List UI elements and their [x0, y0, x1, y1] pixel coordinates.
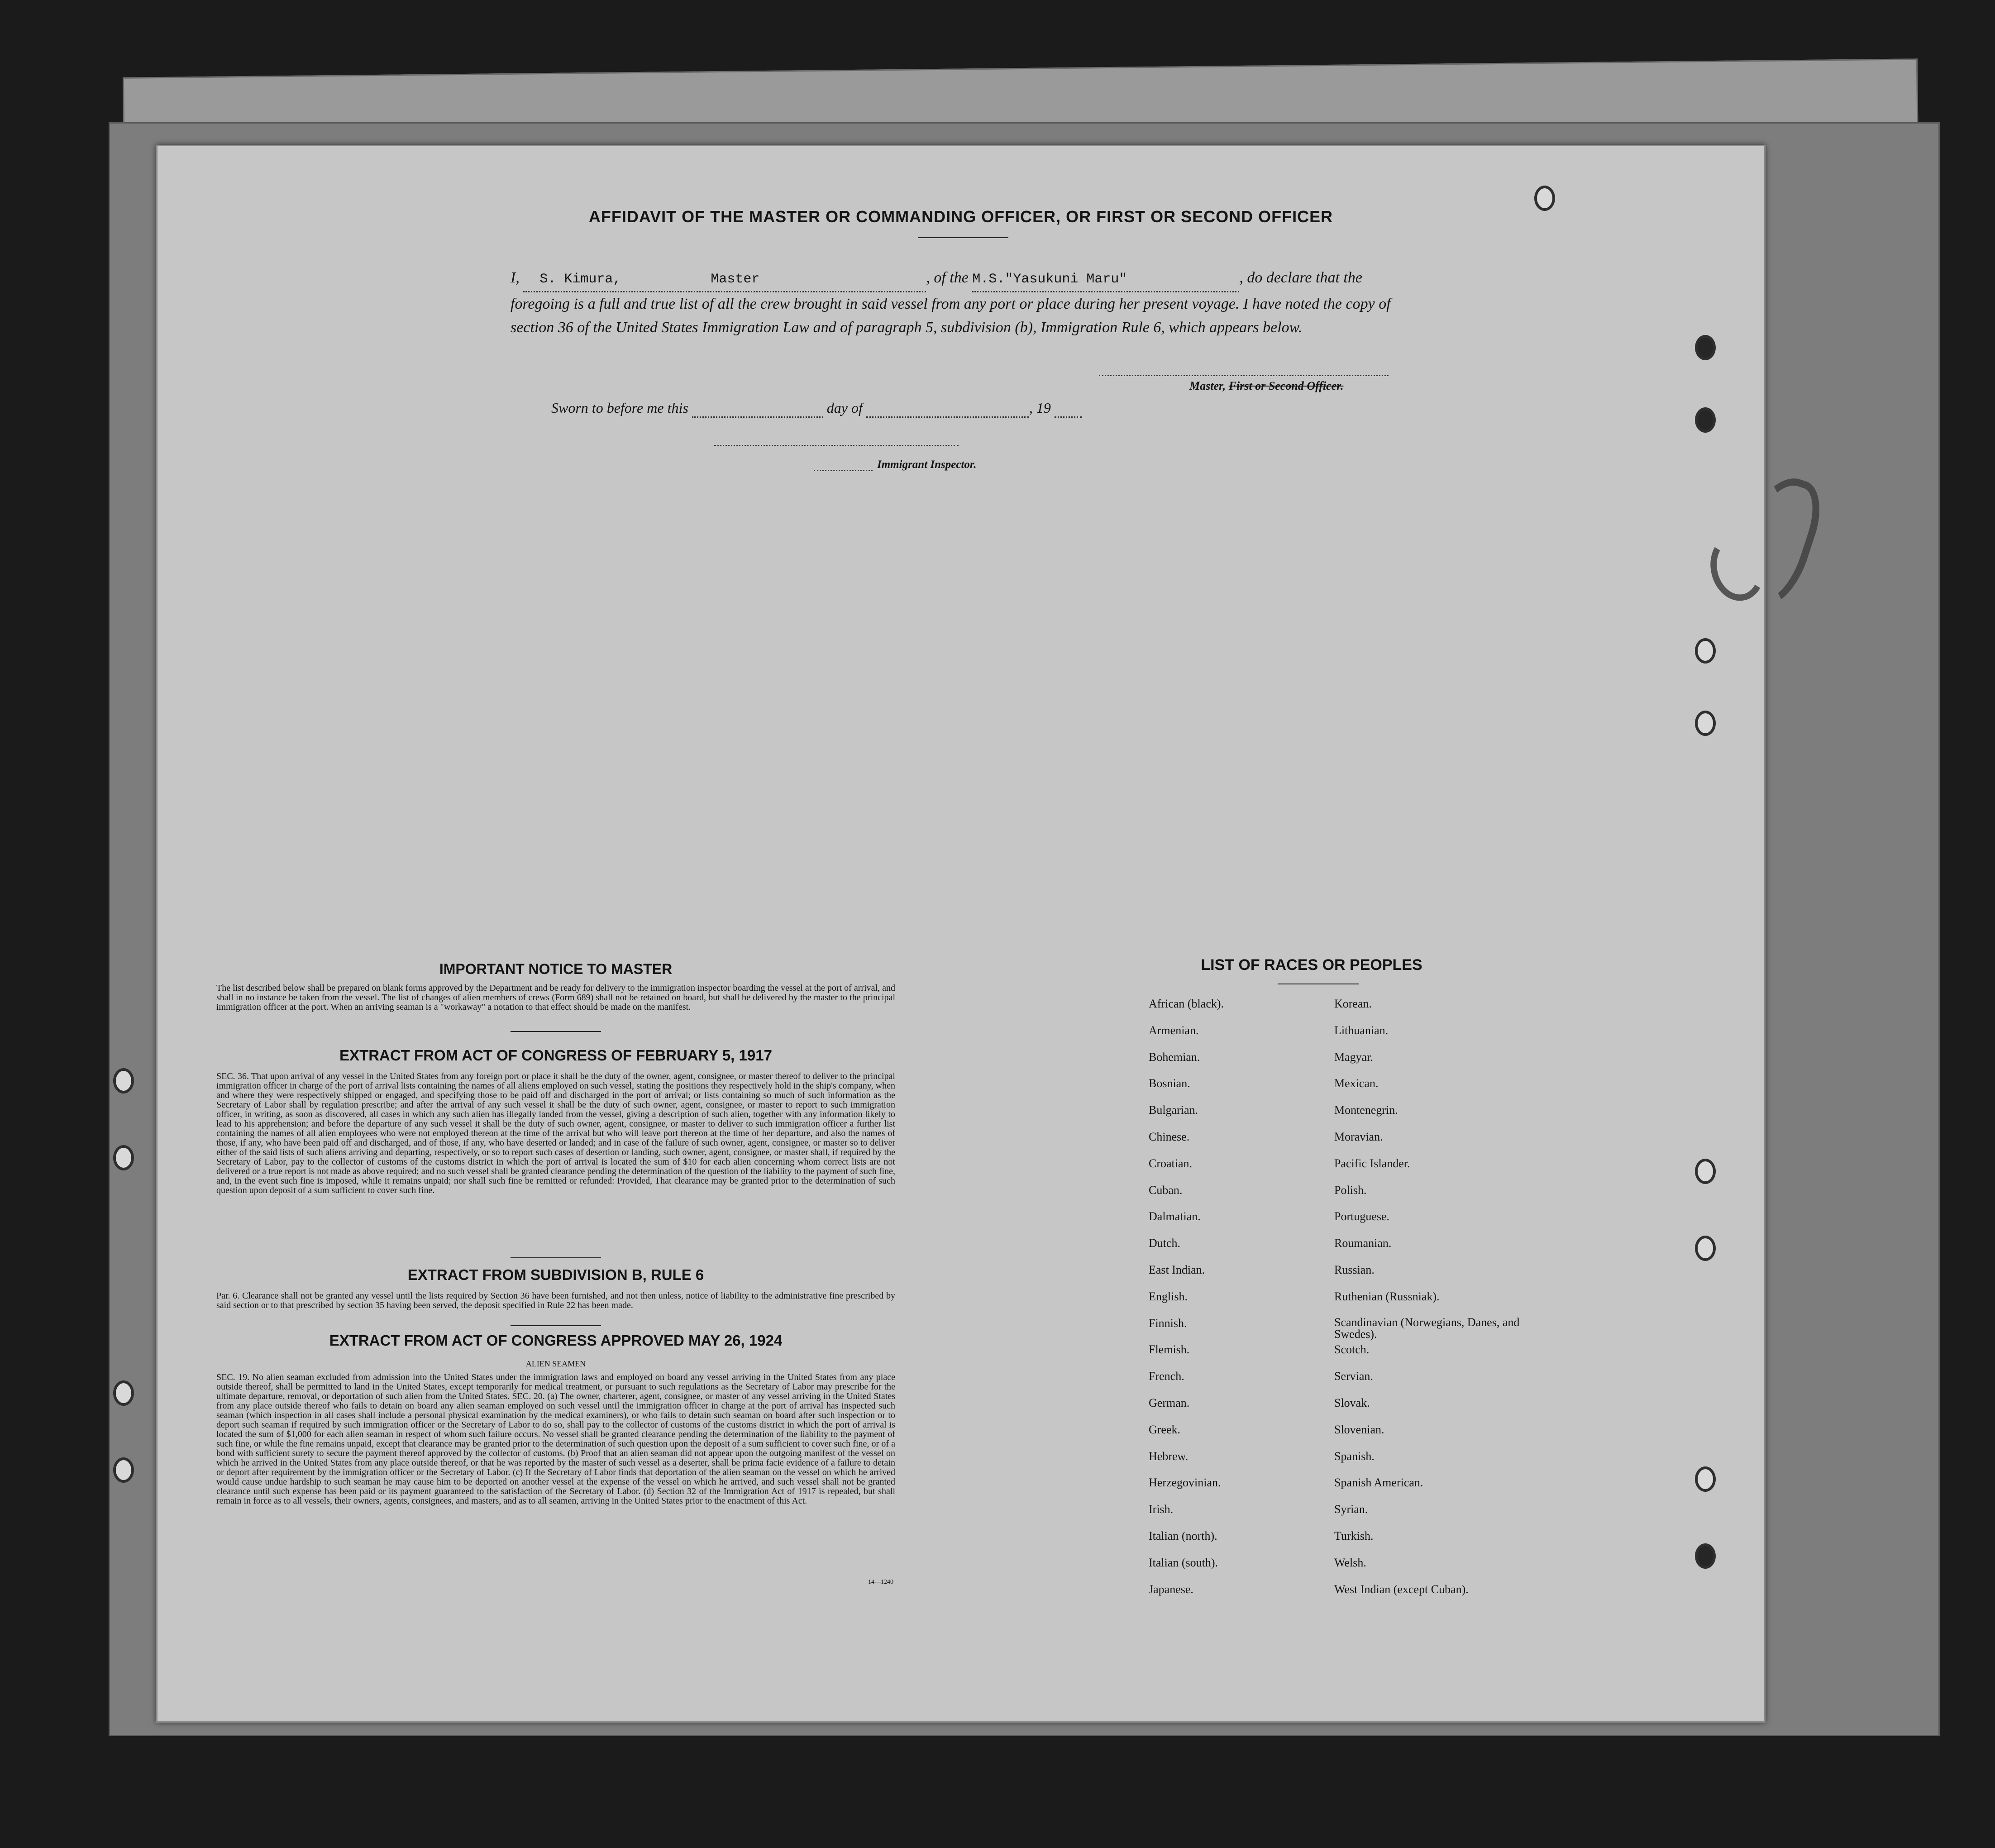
extract1-title: EXTRACT FROM ACT OF CONGRESS OF FEBRUARY 5, 1917	[339, 1047, 772, 1064]
race-item: Bohemian.	[1149, 1050, 1200, 1064]
race-item: Croatian.	[1149, 1156, 1193, 1170]
race-item: Spanish American.	[1334, 1476, 1423, 1490]
extract3-title: EXTRACT FROM ACT OF CONGRESS APPROVED MAY 26, 1924	[329, 1332, 783, 1349]
race-item: English.	[1149, 1289, 1188, 1303]
extract2-title: EXTRACT FROM SUBDIVISION B, RULE 6	[407, 1266, 704, 1283]
binder-hole	[113, 1068, 134, 1094]
race-item: East Indian.	[1149, 1263, 1205, 1276]
race-item: Dutch.	[1149, 1237, 1181, 1250]
inspector-dots	[814, 470, 873, 471]
do-declare-text: , do declare	[1239, 269, 1312, 286]
extract2-rule	[511, 1325, 601, 1326]
binder-hole	[1695, 1543, 1716, 1569]
race-item: Korean.	[1334, 997, 1372, 1010]
sworn-before-text: Sworn to before me this	[551, 400, 688, 416]
race-item: Greek.	[1149, 1423, 1181, 1436]
inspector-label: Immigrant Inspector.	[877, 458, 977, 471]
extract1-body: SEC. 36. That upon arrival of any vessel in the United States from any foreign port or place it shall be the duty of the owner, agent, consignee, or master thereof to deliver to the principal immigration officer in charge of the port of arrival lists containing the names of all aliens employed on such vessel, stating the positions they respectively hold in the ship's company, when and where they were respectively shipped or engaged, and specifying those to be paid off and discharged in the port of arrival; or lists containing so much of such information as the Secretary of Labor shall by regulation prescribe; and after the arrival of any such vessel it shall be the duty of such owner, agent, consignee, or master to report to such immigration officer, in writing, as soon as discovered, all cases in which any such alien has illegally landed from the vessel, giving a description of such alien, together with any information likely to lead to his apprehension; and before the departure of any such vessel it shall be the duty of such owner, agent, consignee, or master to deliver to such immigration officer a further list containing the names of all alien employees who were not employed thereon at the time of the arrival but who will leave port thereon at the time of her departure, and also the names of those, if any, who have been paid off and discharged, and of those, if any, who have deserted or landed; and in case of the failure of such owner, agent, consignee, or master so to deliver either of the said lists of such aliens arriving and departing, respectively, or so to report such cases of desertion or landing, such owner, agent, consignee, or master shall, if required by the Secretary of Labor, pay to the collector of customs of the customs district in which the port of arrival is located the sum of $10 for each alien concerning whom correct lists are not delivered or a true report is not made as above required; and no such vessel shall be granted clearance pending the determination of the question of the liability to the payment of such fine, and, in the event such fine is imposed, while it remains unpaid; nor shall such fine be remitted or refunded: Provided, That clearance may be granted prior to the determination of such question upon deposit of a sum sufficient to cover such fine.	[216, 1071, 895, 1195]
i-word: I,	[511, 269, 520, 286]
extract1-rule	[511, 1257, 601, 1258]
struck-officer-label: First or Second Officer.	[1228, 379, 1344, 392]
binder-hole	[113, 1457, 134, 1483]
binder-hole	[1695, 1159, 1716, 1184]
race-item: French.	[1149, 1370, 1184, 1383]
binder-hole	[1695, 407, 1716, 433]
form-code: 14—1240	[868, 1579, 893, 1585]
binder-hole	[1695, 1236, 1716, 1261]
extract2-body: Par. 6. Clearance shall not be granted any vessel until the lists required by Section 36 have been furnished, and not then unless, notice of liability to the administrative fine prescribed by said section or to that prescribed by section 35 having been served, the deposit specified in Rule 22 has been made.	[216, 1291, 895, 1310]
race-item: Chinese.	[1149, 1130, 1190, 1143]
binder-hole	[113, 1145, 134, 1170]
sworn-day-field[interactable]	[692, 400, 823, 418]
sworn-month-field[interactable]	[866, 400, 1029, 418]
race-item: Russian.	[1334, 1263, 1375, 1276]
race-item: Bosnian.	[1149, 1077, 1190, 1090]
race-item: Irish.	[1149, 1503, 1174, 1516]
notice-title: IMPORTANT NOTICE TO MASTER	[439, 961, 673, 977]
binder-hole	[1695, 638, 1716, 664]
binder-hole	[1695, 1466, 1716, 1492]
binder-hole	[1534, 186, 1555, 211]
binder-hole	[1695, 711, 1716, 736]
master-label: Master,	[1189, 379, 1226, 392]
day-of-text: day of	[826, 400, 863, 416]
race-item: Slovenian.	[1334, 1423, 1384, 1436]
race-item: Slovak.	[1334, 1396, 1370, 1409]
race-item: Cuban.	[1149, 1183, 1183, 1197]
race-item: Finnish.	[1149, 1316, 1187, 1330]
vessel-name: M.S."Yasukuni Maru"	[972, 272, 1127, 287]
declaration-body: that the foregoing is a full and true list of all the crew brought in said vessel from any port or place during her present voyage. I have noted the copy of section 36 of the United States Immigration Law and of paragraph 5, subdivision (b), Immigration Rule 6, which appears below.	[511, 269, 1391, 336]
notice-rule	[511, 1031, 601, 1032]
vessel-name-field[interactable]	[972, 267, 1239, 292]
race-item: Armenian.	[1149, 1023, 1199, 1037]
affidavit-title: AFFIDAVIT OF THE MASTER OR COMMANDING OFFICER, OR FIRST OR SECOND OFFICER	[588, 207, 1333, 226]
race-item: Moravian.	[1334, 1130, 1383, 1143]
title-rule	[918, 237, 1008, 238]
race-item: Pacific Islander.	[1334, 1156, 1410, 1170]
race-item: Flemish.	[1149, 1343, 1190, 1356]
affidavit-page	[156, 145, 1766, 1723]
race-item: Ruthenian (Russniak).	[1334, 1289, 1440, 1303]
master-name-field[interactable]	[523, 267, 926, 292]
race-item: Welsh.	[1334, 1556, 1366, 1569]
race-item: Turkish.	[1334, 1529, 1374, 1542]
sworn-line	[551, 400, 1082, 418]
race-item: African (black).	[1149, 997, 1224, 1010]
race-item: Lithuanian.	[1334, 1023, 1389, 1037]
binder-hole	[1695, 335, 1716, 360]
master-signature-label	[1189, 379, 1343, 393]
race-item: Montenegrin.	[1334, 1103, 1398, 1117]
race-item: Dalmatian.	[1149, 1210, 1201, 1223]
race-item: Italian (south).	[1149, 1556, 1218, 1569]
races-right-column	[1334, 997, 1529, 1609]
races-title: LIST OF RACES OR PEOPLES	[1201, 956, 1422, 974]
extract3-subtitle: ALIEN SEAMEN	[525, 1359, 586, 1368]
master-name: S. Kimura,	[539, 272, 621, 287]
race-item: Magyar.	[1334, 1050, 1373, 1064]
master-signature-line[interactable]	[1099, 375, 1389, 376]
race-item: Roumanian.	[1334, 1237, 1392, 1250]
race-item: Hebrew.	[1149, 1449, 1188, 1463]
race-item: Bulgarian.	[1149, 1103, 1198, 1117]
race-item: West Indian (except Cuban).	[1334, 1582, 1469, 1596]
inspector-signature-line[interactable]	[714, 445, 959, 446]
races-left-column	[1149, 997, 1224, 1609]
race-item: Syrian.	[1334, 1503, 1368, 1516]
year-prefix-text: , 19	[1029, 400, 1051, 416]
race-item: Polish.	[1334, 1183, 1367, 1197]
race-item: Portuguese.	[1334, 1210, 1390, 1223]
of-the-text: , of the	[926, 269, 969, 286]
race-item: Japanese.	[1149, 1582, 1193, 1596]
sworn-year-field[interactable]	[1055, 400, 1082, 418]
race-item: Mexican.	[1334, 1077, 1379, 1090]
master-rank: Master	[711, 272, 760, 287]
race-item: Scotch.	[1334, 1343, 1370, 1356]
notice-body: The list described below shall be prepared on blank forms approved by the Department and be ready for delivery to the immigration inspector boarding the vessel at the port of arrival, and shall in no instance be taken from the vessel. The list of changes of alien members of crews (Form 689) shall not be retained on board, but shall be delivered by the master to the principal immigration officer at the port. When an arriving seaman is a "workaway" a notation to that effect should be made on the manifest.	[216, 983, 895, 1012]
race-item: Spanish.	[1334, 1449, 1375, 1463]
extract3-body: SEC. 19. No alien seaman excluded from admission into the United States under the immigration laws and employed on board any vessel arriving in the United States from any place outside thereof, shall be permitted to land in the United States, except temporarily for medical treatment, or pursuant to such regulations as the Secretary of Labor may prescribe for the ultimate departure, removal, or deportation of such alien from the United States. SEC. 20. (a) The owner, charterer, agent, consignee, or master of any vessel arriving in the United States from any place outside thereof who fails to detain on board any alien seaman employed on such vessel until the immigration officer in charge at the port of arrival has inspected such seaman (which inspection in all cases shall include a personal physical examination by the medical examiners), or who fails to detain such seaman on board after such inspection or to deport such seaman if required by such immigration officer or the Secretary of Labor to do so, shall pay to the collector of customs of the customs district in which the port of arrival is located the sum of $1,000 for each alien seaman in respect of whom such failure occurs. No vessel shall be granted clearance pending the determination of the liability to the payment of such fine, or while the fine remains unpaid, except that clearance may be granted prior to the determination of such question upon the deposit of a sum sufficient to cover such fine, or of a bond with sufficient surety to secure the payment thereof approved by the collector of customs. (b) Proof that an alien seaman did not appear upon the outgoing manifest of the vessel on which he arrived in the United States from any place outside thereof, or that he was reported by the master of such vessel as a deserter, shall be prima facie evidence of a failure to detain or deport after requirement by the immigration officer or the Secretary of Labor. (c) If the Secretary of Labor finds that deportation of the alien seaman on the vessel on which he arrived would cause undue hardship to such seaman he may cause him to be deported on another vessel at the expense of the vessel on which he arrived, and such vessel shall not be granted clearance until such expense has been paid or its payment guaranteed to the satisfaction of the Secretary of Labor. (d) Section 32 of the Immigration Act of 1917 is repealed, but shall remain in force as to all vessels, their owners, agents, consignees, and masters, and as to all seamen, arriving in the United States prior to the enactment of this Act.	[216, 1372, 895, 1506]
race-item: Servian.	[1334, 1370, 1373, 1383]
race-item: Herzegovinian.	[1149, 1476, 1221, 1490]
race-item: German.	[1149, 1396, 1190, 1409]
binder-hole	[113, 1380, 134, 1406]
declaration-paragraph	[511, 266, 1393, 339]
race-item: Italian (north).	[1149, 1529, 1217, 1542]
race-item: Scandinavian (Norwegians, Danes, and Swedes).	[1334, 1315, 1520, 1341]
